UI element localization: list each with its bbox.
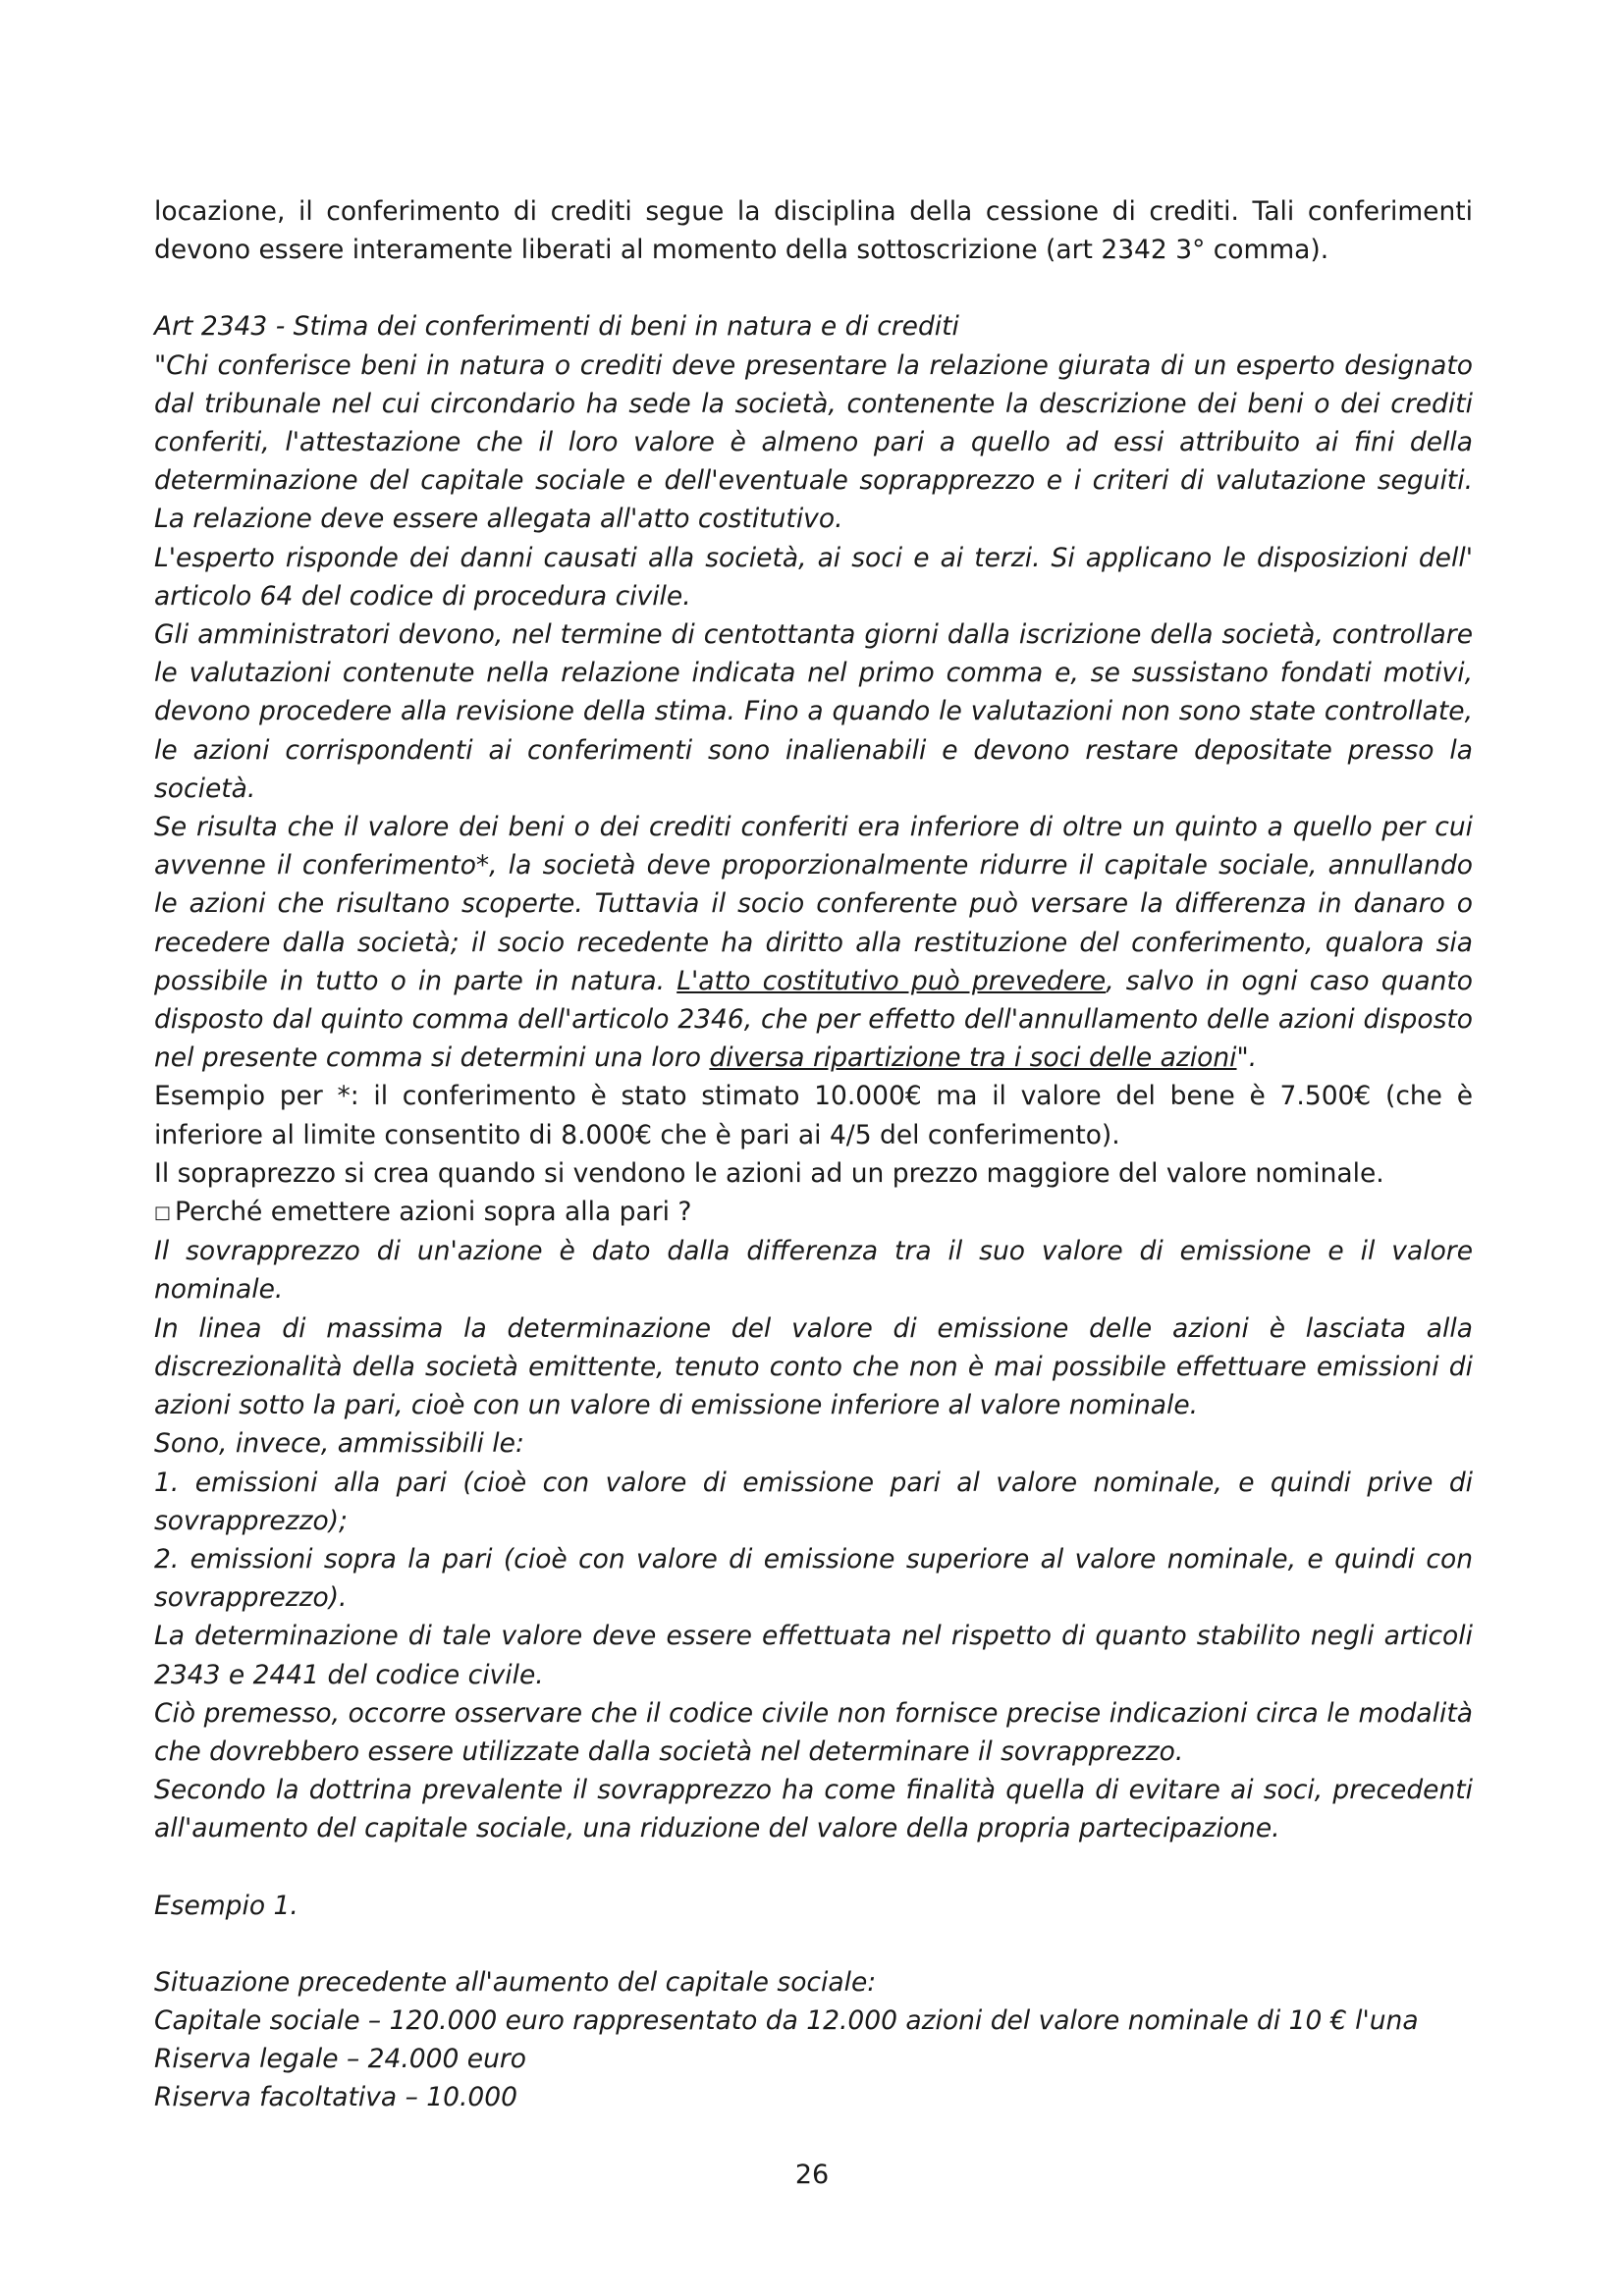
example-star-paragraph: Esempio per *: il conferimento è stato stimato 10.000€ ma il valore del bene è 7.500€ (che è inferiore al limite consentito di 8.000€ che è pari ai 4/5 del conferimento). [154,1081,1473,1150]
intro-paragraph: locazione, il conferimento di crediti segue la disciplina della cessione di crediti. Tali conferimenti devono essere interamente liberati al momento della sottoscrizione (art 2342 3° comma). [154,196,1473,266]
situation-heading: Situazione precedente all'aumento del capitale sociale: [154,1966,877,1998]
underlined-phrase-atto-costitutivo: L'atto costitutivo può prevedere [677,965,1107,996]
spacer [154,1925,1473,1963]
spacer [154,1848,1473,1887]
article-paragraph-2: L'esperto risponde dei danni causati alla società, ai soci e ai terzi. Si applicano le disposizioni dell' articolo 64 del codice di procedura civile. [154,542,1473,612]
checkbox-icon: □ [154,1202,172,1224]
example-1-heading: Esempio 1. [154,1890,298,1921]
sovrapprezzo-paragraph-1: Il sovrapprezzo di un'azione è dato dalla differenza tra il suo valore di emissione e il valore nominale. [154,1236,1473,1306]
riserva-facoltativa-line: Riserva facoltativa – 10.000 [154,2082,517,2113]
sovrapprezzo-paragraph-8: Secondo la dottrina prevalente il sovrapprezzo ha come finalità quella di evitare ai soci, precedenti all'aumento del capitale sociale, una riduzione del valore della propria partecipazione. [154,1775,1473,1844]
sovrapprezzo-paragraph-3: Sono, invece, ammissibili le: [154,1428,524,1460]
article-paragraph-1: "Chi conferisce beni in natura o crediti deve presentare la relazione giurata di un esperto designato dal tribunale nel cui circondario ha sede la società, contenente la descrizione dei beni o dei crediti conferiti, l'attestazione che il loro valore è almeno pari a quello ad essi attribuito ai fini della determinazione del capitale sociale e dell'eventuale soprapprezzo e i criteri di valutazione seguiti. La relazione deve essere allegata all'atto costitutivo. [154,349,1473,535]
page-body [154,192,1473,2117]
sovrapprezzo-paragraph-2: In linea di massima la determinazione del valore di emissione delle azioni è lasciata alla discrezionalità della società emittente, tenuto conto che non è mai possibile effettuare emissioni di azioni sotto la pari, cioè con un valore di emissione inferiore al valore nominale. [154,1312,1473,1421]
capitale-sociale-line: Capitale sociale – 120.000 euro rappresentato da 12.000 azioni del valore nominale di 10 € l'una [154,2004,1419,2036]
spacer [154,269,1473,307]
sovrapprezzo-paragraph-6: La determinazione di tale valore deve essere effettuata nel rispetto di quanto stabilito negli articoli 2343 e 2441 del codice civile. [154,1621,1473,1690]
article-paragraph-3: Gli amministratori devono, nel termine di centottanta giorni dalla iscrizione della società, controllare le valutazioni contenute nella relazione indicata nel primo comma e, se sussistano fondati motivi, devono procedere alla revisione della stima. Fino a quando le valutazioni non sono state controllate, le azioni corrispondenti ai conferimenti sono inalienabili e devono restare depositate presso la società. [154,619,1473,804]
riserva-legale-line: Riserva legale – 24.000 euro [154,2044,526,2075]
sovrapprezzo-paragraph-7: Ciò premesso, occorre osservare che il codice civile non fornisce precise indicazioni circa le modalità che dovrebbero essere utilizzate dalla società nel determinare il sovrapprezzo. [154,1697,1473,1767]
article-paragraph-4-text-b: , salvo in ogni caso quanto disposto dal quinto comma dell'articolo 2346, che per effetto dell'annullamento delle azioni disposto nel presente comma si determini una loro [154,965,1474,1074]
page-number: 26 [794,2160,830,2190]
underlined-phrase-ripartizione: diversa ripartizione tra i soci delle azioni [709,1042,1237,1074]
article-title: Art 2343 - Stima dei conferimenti di beni in natura e di crediti [154,311,959,343]
list-item-1: 1. emissioni alla pari (cioè con valore di emissione pari al valore nominale, e quindi prive di sovrapprezzo); [154,1467,1473,1536]
question-line [154,1193,1473,1232]
sovrapprezzo-definition: Il sopraprezzo si crea quando si vendono le azioni ad un prezzo maggiore del valore nominale. [154,1157,1384,1189]
article-paragraph-4 [154,808,1473,1077]
article-paragraph-4-text-a: Se risulta che il valore dei beni o dei crediti conferiti era inferiore di oltre un quinto a quello per cui avvenne il conferimento*, la società deve proporzionalmente ridurre il capitale sociale, annullando le azioni che risultano scoperte. Tuttavia il socio conferente può versare la differenza in danaro o recedere dalla società; il socio recedente ha diritto alla restituzione del conferimento, qualora sia possibile in tutto o in parte in natura. [154,812,1473,996]
question-text: Perché emettere azioni sopra alla pari ? [175,1197,692,1228]
list-item-2: 2. emissioni sopra la pari (cioè con valore di emissione superiore al valore nominale, e quindi con sovrapprezzo). [154,1543,1473,1614]
article-paragraph-4-text-c: ". [1236,1042,1258,1074]
